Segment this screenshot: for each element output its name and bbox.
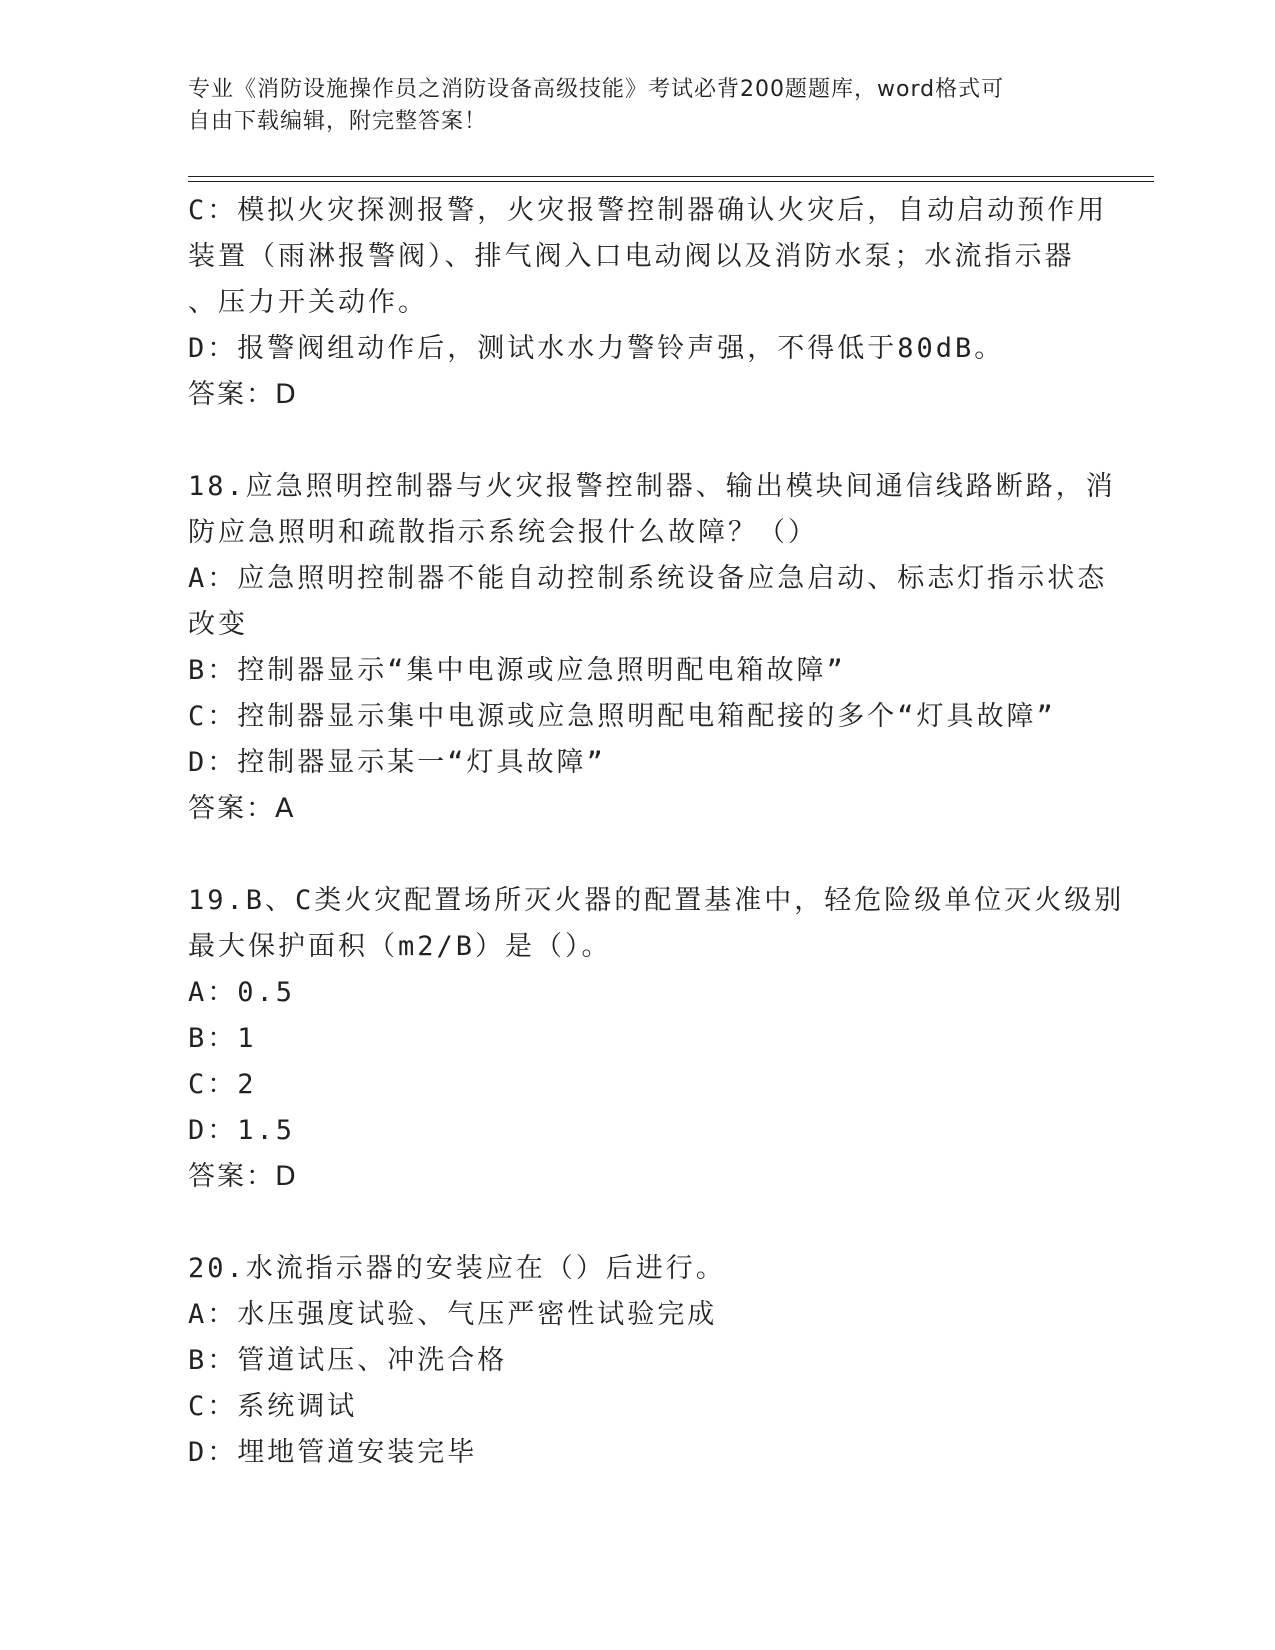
header-line-2: 自由下载编辑，附完整答案！ bbox=[188, 109, 488, 134]
question-18 bbox=[188, 464, 1116, 832]
spacer bbox=[188, 832, 1088, 878]
spacer bbox=[188, 1200, 1088, 1246]
option-c-line: 、压力开关动作。 bbox=[188, 287, 428, 318]
answer: 答案：D bbox=[188, 1161, 298, 1192]
option-b: B：控制器显示“集中电源或应急照明配电箱故障” bbox=[188, 655, 846, 686]
option-b: B：1 bbox=[188, 1023, 257, 1054]
option-a: A：水压强度试验、气压严密性试验完成 bbox=[188, 1299, 718, 1330]
option-a: A：0.5 bbox=[188, 977, 296, 1008]
question-stem: 防应急照明和疏散指示系统会报什么故障？（） bbox=[188, 517, 818, 548]
question-20 bbox=[188, 1246, 1088, 1476]
question-stem: 最大保护面积（m2/B）是（）。 bbox=[188, 931, 612, 962]
question-stem: 18.应急照明控制器与火灾报警控制器、输出模块间通信线路断路，消 bbox=[188, 471, 1116, 502]
header-rule-bottom bbox=[188, 181, 1154, 182]
question-content bbox=[188, 188, 1125, 1476]
question-19 bbox=[188, 878, 1125, 1200]
header-line-1: 专业《消防设施操作员之消防设备高级技能》考试必背200题题库，word格式可 bbox=[188, 77, 1005, 102]
header-rule-top bbox=[188, 176, 1154, 177]
option-c: C：系统调试 bbox=[188, 1391, 358, 1422]
option-c: C：控制器显示集中电源或应急照明配电箱配接的多个“灯具故障” bbox=[188, 701, 1056, 732]
question-stem: 20.水流指示器的安装应在（）后进行。 bbox=[188, 1253, 726, 1284]
option-c-line: 装置（雨淋报警阀）、排气阀入口电动阀以及消防水泵；水流指示器 bbox=[188, 241, 1075, 272]
option-c-line: C：模拟火灾探测报警，火灾报警控制器确认火灾后，自动启动预作用 bbox=[188, 195, 1108, 226]
option-c: C：2 bbox=[188, 1069, 257, 1100]
option-d: D：报警阀组动作后，测试水水力警铃声强，不得低于80dB。 bbox=[188, 333, 1005, 364]
answer: 答案：D bbox=[188, 379, 298, 410]
spacer bbox=[188, 418, 1088, 464]
option-a: A：应急照明控制器不能自动控制系统设备应急启动、标志灯指示状态 bbox=[188, 563, 1108, 594]
document-header bbox=[188, 74, 1088, 138]
option-d: D：控制器显示某一“灯具故障” bbox=[188, 747, 606, 778]
option-b: B：管道试压、冲洗合格 bbox=[188, 1345, 508, 1376]
question-17-tail bbox=[188, 188, 1108, 418]
option-d: D：1.5 bbox=[188, 1115, 296, 1146]
answer: 答案：A bbox=[188, 793, 296, 824]
question-stem: 19.B、C类火灾配置场所灭火器的配置基准中，轻危险级单位灭火级别 bbox=[188, 885, 1125, 916]
option-a: 改变 bbox=[188, 609, 248, 640]
option-d: D：埋地管道安装完毕 bbox=[188, 1437, 478, 1468]
